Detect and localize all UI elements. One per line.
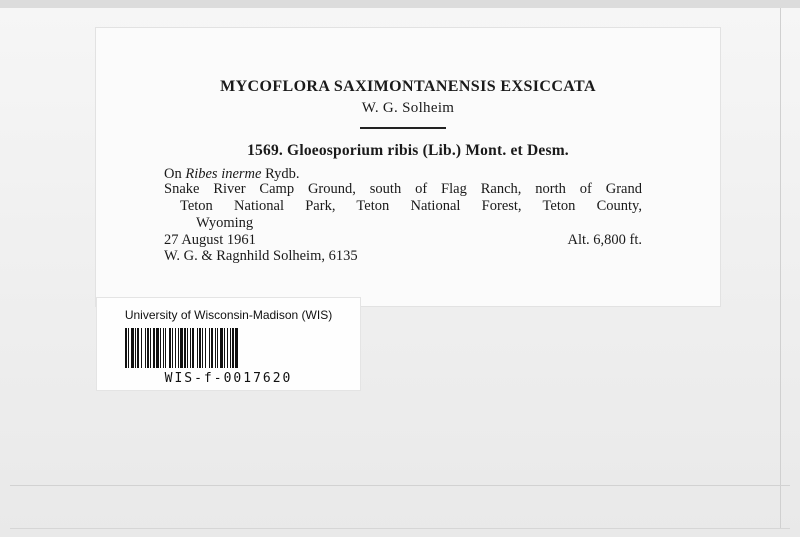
collectors: W. G. & Ragnhild Solheim, 6135 <box>164 248 358 264</box>
locality-line-3: Wyoming <box>196 215 254 231</box>
host-name: Ribes inerme <box>185 166 262 182</box>
catalog-number: WIS-f-0017620 <box>164 371 293 386</box>
host-prefix: On <box>164 166 182 182</box>
taxon-name: 1569. Gloeosporium ribis (Lib.) Mont. et Desm. <box>247 142 569 159</box>
host-authority: Rydb. <box>265 166 300 182</box>
envelope-top-edge <box>0 0 800 8</box>
title-rule <box>360 127 446 129</box>
locality-line-2: Teton National Park, Teton National Forest, Teton County, <box>180 198 642 214</box>
specimen-label <box>96 28 720 306</box>
altitude: Alt. 6,800 ft. <box>567 232 642 248</box>
locality-line-1: Snake River Camp Ground, south of Flag Ranch, north of Grand <box>164 181 642 197</box>
barcode-label <box>97 298 360 390</box>
collection-date: 27 August 1961 <box>164 232 256 248</box>
envelope-bottom-fold <box>10 528 790 529</box>
barcode <box>125 328 333 368</box>
envelope-right-edge <box>780 8 781 528</box>
series-title: MYCOFLORA SAXIMONTANENSIS EXSICCATA <box>220 78 596 95</box>
editor-name: W. G. Solheim <box>361 100 455 116</box>
institution-name: University of Wisconsin-Madison (WIS) <box>124 308 333 322</box>
envelope-flap-fold <box>10 485 790 486</box>
